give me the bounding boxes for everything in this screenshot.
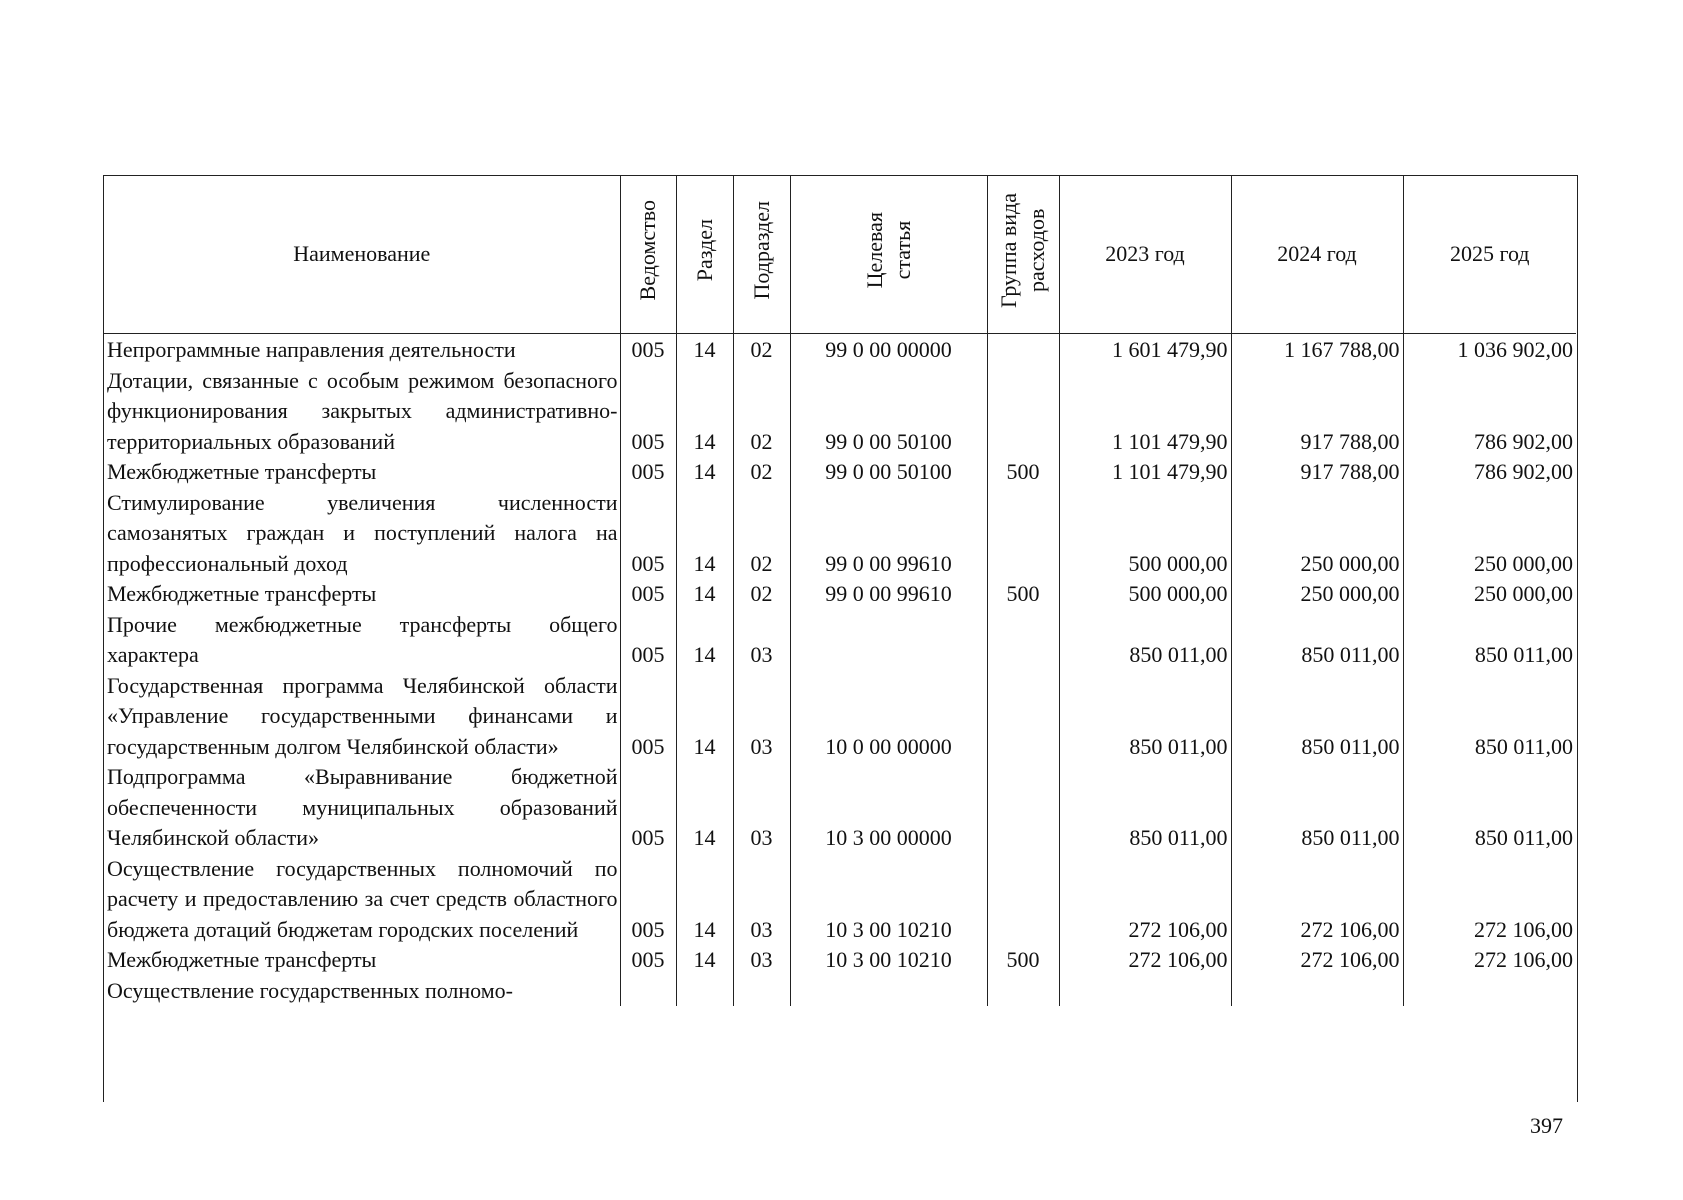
cell-2024: 272 106,00 [1231, 854, 1403, 946]
cell-vedomstvo [620, 976, 676, 1007]
cell-2023: 850 011,00 [1059, 762, 1231, 854]
cell-celevaya-statya: 99 0 00 99610 [790, 488, 987, 580]
cell-2024: 850 011,00 [1231, 610, 1403, 671]
cell-vedomstvo: 005 [620, 366, 676, 458]
cell-name: Непрограммные направления деятельности [107, 337, 516, 362]
cell-2024: 850 011,00 [1231, 671, 1403, 763]
header-2024: 2024 год [1231, 176, 1403, 334]
cell-2024: 850 011,00 [1231, 762, 1403, 854]
cell-name: Межбюджетные трансферты [107, 581, 377, 606]
cell-celevaya-statya: 10 3 00 10210 [790, 945, 987, 976]
cell-celevaya-statya [790, 610, 987, 671]
cell-razdel: 14 [676, 457, 733, 488]
cell-2025: 272 106,00 [1403, 854, 1576, 946]
cell-2025 [1403, 976, 1576, 1007]
table-row [104, 945, 1576, 976]
cell-2023 [1059, 976, 1231, 1007]
cell-2024: 917 788,00 [1231, 457, 1403, 488]
header-name: Наименование [104, 176, 620, 334]
cell-vedomstvo: 005 [620, 762, 676, 854]
cell-gruppa: 500 [987, 579, 1059, 610]
table-row [104, 671, 1576, 763]
cell-2025: 786 902,00 [1403, 457, 1576, 488]
header-gruppa-vida-rashodov: Группа вида расходов [987, 176, 1059, 334]
table-row [104, 610, 1576, 671]
cell-vedomstvo: 005 [620, 610, 676, 671]
cell-gruppa [987, 671, 1059, 763]
cell-2024 [1231, 976, 1403, 1007]
cell-podrazdel: 02 [733, 334, 790, 366]
cell-name: Стимулирование увеличения численности самозанятых граждан и поступлений налога на профессиональный доход [107, 489, 618, 576]
cell-gruppa: 500 [987, 457, 1059, 488]
cell-2023: 500 000,00 [1059, 488, 1231, 580]
cell-2023: 850 011,00 [1059, 671, 1231, 763]
cell-2025: 850 011,00 [1403, 762, 1576, 854]
cell-podrazdel: 02 [733, 457, 790, 488]
cell-2024: 272 106,00 [1231, 945, 1403, 976]
cell-celevaya-statya [790, 976, 987, 1007]
cell-2023: 272 106,00 [1059, 854, 1231, 946]
cell-name: Межбюджетные трансферты [107, 947, 377, 972]
cell-name: Дотации, связанные с особым режимом безопасного функционирования закрытых административно-территориальных образований [107, 367, 618, 454]
cell-celevaya-statya: 99 0 00 50100 [790, 366, 987, 458]
cell-2023: 1 101 479,90 [1059, 366, 1231, 458]
cell-2025: 250 000,00 [1403, 488, 1576, 580]
cell-podrazdel: 03 [733, 610, 790, 671]
cell-podrazdel [733, 976, 790, 1007]
header-podrazdel: Подраздел [733, 176, 790, 334]
cell-2023: 272 106,00 [1059, 945, 1231, 976]
table-row [104, 854, 1576, 946]
cell-2025: 850 011,00 [1403, 610, 1576, 671]
cell-razdel: 14 [676, 762, 733, 854]
cell-vedomstvo: 005 [620, 488, 676, 580]
cell-razdel: 14 [676, 334, 733, 366]
header-vedomstvo: Ведомство [620, 176, 676, 334]
cell-2025: 786 902,00 [1403, 366, 1576, 458]
cell-vedomstvo: 005 [620, 334, 676, 366]
cell-podrazdel: 03 [733, 945, 790, 976]
header-2025: 2025 год [1403, 176, 1576, 334]
cell-2024: 917 788,00 [1231, 366, 1403, 458]
cell-2023: 850 011,00 [1059, 610, 1231, 671]
cell-name: Государственная программа Челябинской области «Управление государственными финансами и государственным долгом Челябинской области» [107, 672, 618, 759]
cell-celevaya-statya: 10 0 00 00000 [790, 671, 987, 763]
cell-celevaya-statya: 10 3 00 00000 [790, 762, 987, 854]
cell-celevaya-statya: 99 0 00 99610 [790, 579, 987, 610]
table-row [104, 762, 1576, 854]
cell-podrazdel: 02 [733, 579, 790, 610]
cell-name: Прочие межбюджетные трансферты общего характера [107, 611, 618, 667]
table-header-row [104, 176, 1576, 334]
cell-vedomstvo: 005 [620, 854, 676, 946]
cell-2024: 250 000,00 [1231, 488, 1403, 580]
cell-2025: 250 000,00 [1403, 579, 1576, 610]
cell-name: Межбюджетные трансферты [107, 459, 377, 484]
cell-2023: 500 000,00 [1059, 579, 1231, 610]
cell-razdel: 14 [676, 945, 733, 976]
cell-podrazdel: 02 [733, 366, 790, 458]
cell-razdel: 14 [676, 488, 733, 580]
table-row [104, 488, 1576, 580]
cell-gruppa: 500 [987, 945, 1059, 976]
page-number: 397 [1530, 1113, 1563, 1138]
header-2023: 2023 год [1059, 176, 1231, 334]
cell-razdel: 14 [676, 671, 733, 763]
budget-table [104, 176, 1576, 1006]
cell-2025: 1 036 902,00 [1403, 334, 1576, 366]
cell-2023: 1 101 479,90 [1059, 457, 1231, 488]
cell-gruppa [987, 334, 1059, 366]
cell-gruppa [987, 976, 1059, 1007]
cell-2024: 1 167 788,00 [1231, 334, 1403, 366]
cell-podrazdel: 03 [733, 671, 790, 763]
cell-razdel: 14 [676, 610, 733, 671]
cell-razdel: 14 [676, 579, 733, 610]
table-row [104, 457, 1576, 488]
budget-table-frame [103, 175, 1578, 1102]
cell-vedomstvo: 005 [620, 457, 676, 488]
header-celevaya-statya: Целевая статья [790, 176, 987, 334]
cell-2023: 1 601 479,90 [1059, 334, 1231, 366]
table-row [104, 334, 1576, 366]
cell-vedomstvo: 005 [620, 671, 676, 763]
cell-podrazdel: 02 [733, 488, 790, 580]
table-row [104, 579, 1576, 610]
cell-gruppa [987, 762, 1059, 854]
cell-2025: 850 011,00 [1403, 671, 1576, 763]
cell-celevaya-statya: 99 0 00 00000 [790, 334, 987, 366]
cell-podrazdel: 03 [733, 762, 790, 854]
cell-razdel: 14 [676, 854, 733, 946]
cell-celevaya-statya: 99 0 00 50100 [790, 457, 987, 488]
cell-name: Осуществление государственных полномочий по расчету и предоставлению за счет средств областного бюджета дотаций бюджетам городских поселений [107, 855, 618, 942]
cell-razdel [676, 976, 733, 1007]
cell-name: Подпрограмма «Выравнивание бюджетной обеспеченности муниципальных образований Челябинской области» [107, 764, 618, 850]
cell-razdel: 14 [676, 366, 733, 458]
cell-2024: 250 000,00 [1231, 579, 1403, 610]
cell-vedomstvo: 005 [620, 579, 676, 610]
cell-name: Осуществление государственных полномо- [107, 977, 514, 1003]
header-razdel: Раздел [676, 176, 733, 334]
table-row [104, 976, 1576, 1007]
cell-podrazdel: 03 [733, 854, 790, 946]
cell-2025: 272 106,00 [1403, 945, 1576, 976]
cell-gruppa [987, 488, 1059, 580]
cell-celevaya-statya: 10 3 00 10210 [790, 854, 987, 946]
cell-gruppa [987, 366, 1059, 458]
table-row [104, 366, 1576, 458]
cell-gruppa [987, 854, 1059, 946]
cell-vedomstvo: 005 [620, 945, 676, 976]
cell-gruppa [987, 610, 1059, 671]
